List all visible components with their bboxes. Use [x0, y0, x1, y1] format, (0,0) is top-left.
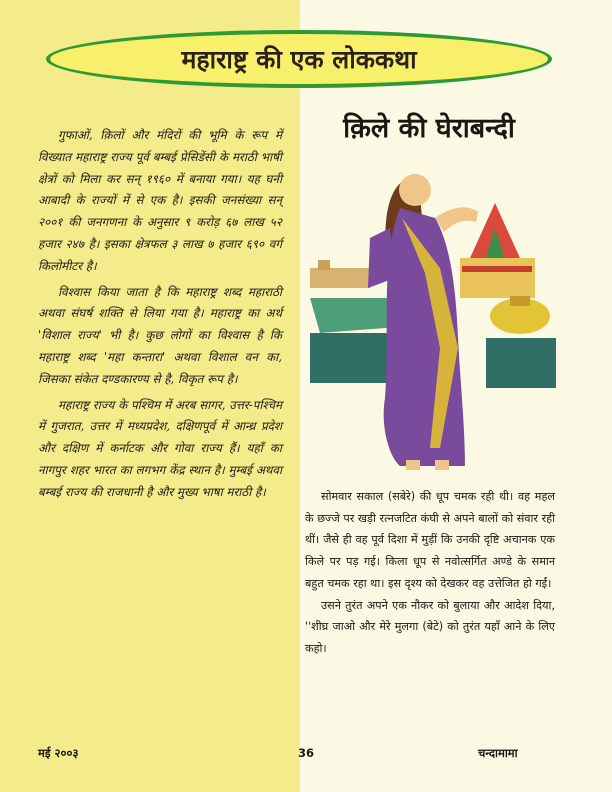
banner-title: महाराष्ट्र की एक लोककथा: [181, 45, 417, 74]
left-paragraph-3: महाराष्ट्र राज्य के पश्चिम में अरब सागर, उत्तर-पश्चिम में गुजरात, उत्तर में मध्यप्रदेश, दक्षिणपूर्व में आन्ध्र प्रदेश और दक्षिण में कर्नाटक और गोवा राज्य हैं। यहाँ का नागपुर शहर भारत का लगभग केंद्र स्थान है। मुम्बई अथवा बम्बई राज्य की राजधानी है और मुख्य भाषा मराठी है।: [38, 397, 282, 499]
left-paragraph-2: विश्वास किया जाता है कि महाराष्ट्र शब्द महाराठी अथवा संघर्ष शक्ति से लिया गया है। महाराष्ट्र का अर्थ 'विशाल राज्य' भी है। कुछ लोगों का विश्वास है कि महाराष्ट्र शब्द 'महा कन्तारा' अथवा विशाल वन का, जिसका संकेत दण्डकारण्य से है, विकृत रूप है।: [38, 284, 282, 386]
left-article-column: [38, 125, 282, 508]
page-number: 36: [297, 746, 314, 760]
right-story-column: [305, 486, 555, 660]
right-paragraph-2: उसने तुरंत अपने एक नौकर को बुलाया और आदेश दिया, ''शीघ्र जाओ और मेरे मुलगा (बेटे) को तुरंत यहाँ आने के लिए कहो।: [305, 598, 555, 655]
magazine-name: चन्दामामा: [478, 746, 518, 760]
left-paragraph-1: गुफाओं, क़िलों और मंदिरों की भूमि के रूप में विख्यात महाराष्ट्र राज्य पूर्व बम्बई प्रेसिडेंसी के मराठी भाषी क्षेत्रों को मिला कर सन् १९६० में बनाया गया। यह घनी आबादी के राज्यों में से एक है। इसकी जनसंख्या सन् २००१ की जनगणना के अनुसार ९ करोड़ ६७ लाख ५२ हजार २४७ है। इसका क्षेत्रफल ३ लाख ७ हजार ६९० वर्ग किलोमीटर है।: [38, 128, 282, 273]
footer-date: मई २००३: [38, 746, 79, 760]
queen-on-balcony-illustration: [290, 148, 570, 488]
story-title: क़िले की घेराबन्दी: [343, 113, 515, 144]
right-paragraph-1: सोमवार सकाल (सबेरे) की धूप चमक रही थी। वह महल के छज्जे पर खड़ी रत्नजटित कंघी से अपने बालों को संवार रही थीं। जैसे ही वह पूर्व दिशा में मुड़ीं कि उनकी दृष्टि अचानक एक किले पर पड़ गई। किला धूप से नवोत्सर्गित अण्डे के समान बहुत चमक रहा था। इस दृश्य को देखकर वह उत्तेजित हो गईं।: [305, 490, 555, 590]
header-banner: [46, 30, 552, 88]
